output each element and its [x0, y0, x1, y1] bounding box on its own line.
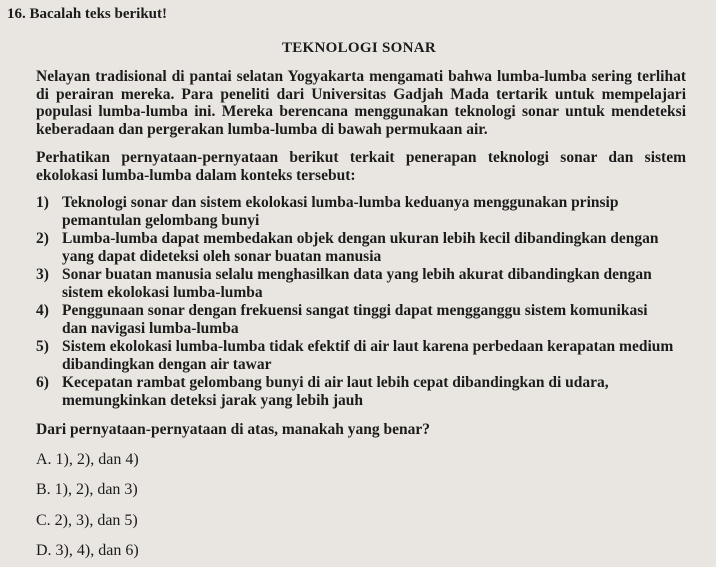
paragraph-instruction: Perhatikan pernyataan-pernyataan berikut terkait penerapan teknologi sonar dan sistem ekolokasi lumba-lumba dalam konteks tersebut:	[36, 149, 686, 184]
statement-text: Lumba-lumba dapat membedakan objek dengan ukuran lebih kecil dibandingkan dengan yang dapat dideteksi oleh sonar buatan manusia	[62, 230, 659, 265]
statement-number: 3)	[36, 266, 49, 283]
statement-text: Sistem ekolokasi lumba-lumba tidak efektif di air laut karena perbedaan kerapatan medium dibandingkan dengan air tawar	[62, 338, 674, 373]
statement-item	[36, 338, 694, 373]
statement-number: 2)	[36, 230, 49, 247]
statement-number: 1)	[36, 194, 49, 211]
statement-item	[36, 230, 694, 265]
statement-item	[36, 374, 694, 409]
statement-text: Penggunaan sonar dengan frekuensi sangat tinggi dapat mengganggu sistem komunikasi dan navigasi lumba-lumba	[62, 302, 648, 337]
question-number: 16. Bacalah teks berikut!	[7, 6, 168, 22]
statement-list	[24, 194, 694, 409]
paragraph-intro: Nelayan tradisional di pantai selatan Yogyakarta mengamati bahwa lumba-lumba sering terlihat di perairan mereka. Para peneliti dari Universitas Gadjah Mada tertarik untuk mempelajari populasi lumba-lumba ini. Mereka berencana menggunakan teknologi sonar untuk mendeteksi keberadaan dan pergerakan lumba-lumba di bawah permukaan air.	[36, 68, 686, 138]
option-b[interactable]: B. 1), 2), dan 3)	[36, 481, 138, 498]
statement-item	[36, 302, 694, 337]
option-c[interactable]: C. 2), 3), dan 5)	[36, 511, 138, 529]
statement-number: 5)	[36, 338, 49, 355]
statement-item	[36, 266, 694, 301]
option-d[interactable]: D. 3), 4), dan 6)	[36, 542, 139, 559]
statement-item	[36, 194, 694, 229]
statement-text: Teknologi sonar dan sistem ekolokasi lumba-lumba keduanya menggunakan prinsip pemantulan gelombang bunyi	[62, 194, 619, 229]
answer-options	[24, 451, 694, 560]
statement-text: Kecepatan rambat gelombang bunyi di air laut lebih cepat dibandingkan di udara, memungkinkan deteksi jarak yang lebih jauh	[62, 374, 609, 409]
question-prompt: Dari pernyataan-pernyataan di atas, manakah yang benar?	[36, 421, 430, 438]
option-a[interactable]: A. 1), 2), dan 4)	[36, 450, 139, 468]
text-title: TEKNOLOGI SONAR	[281, 39, 437, 56]
statement-number: 4)	[36, 302, 49, 319]
statement-number: 6)	[36, 374, 49, 391]
statement-text: Sonar buatan manusia selalu menghasilkan data yang lebih akurat dibandingkan dengan sistem ekolokasi lumba-lumba	[62, 266, 652, 301]
